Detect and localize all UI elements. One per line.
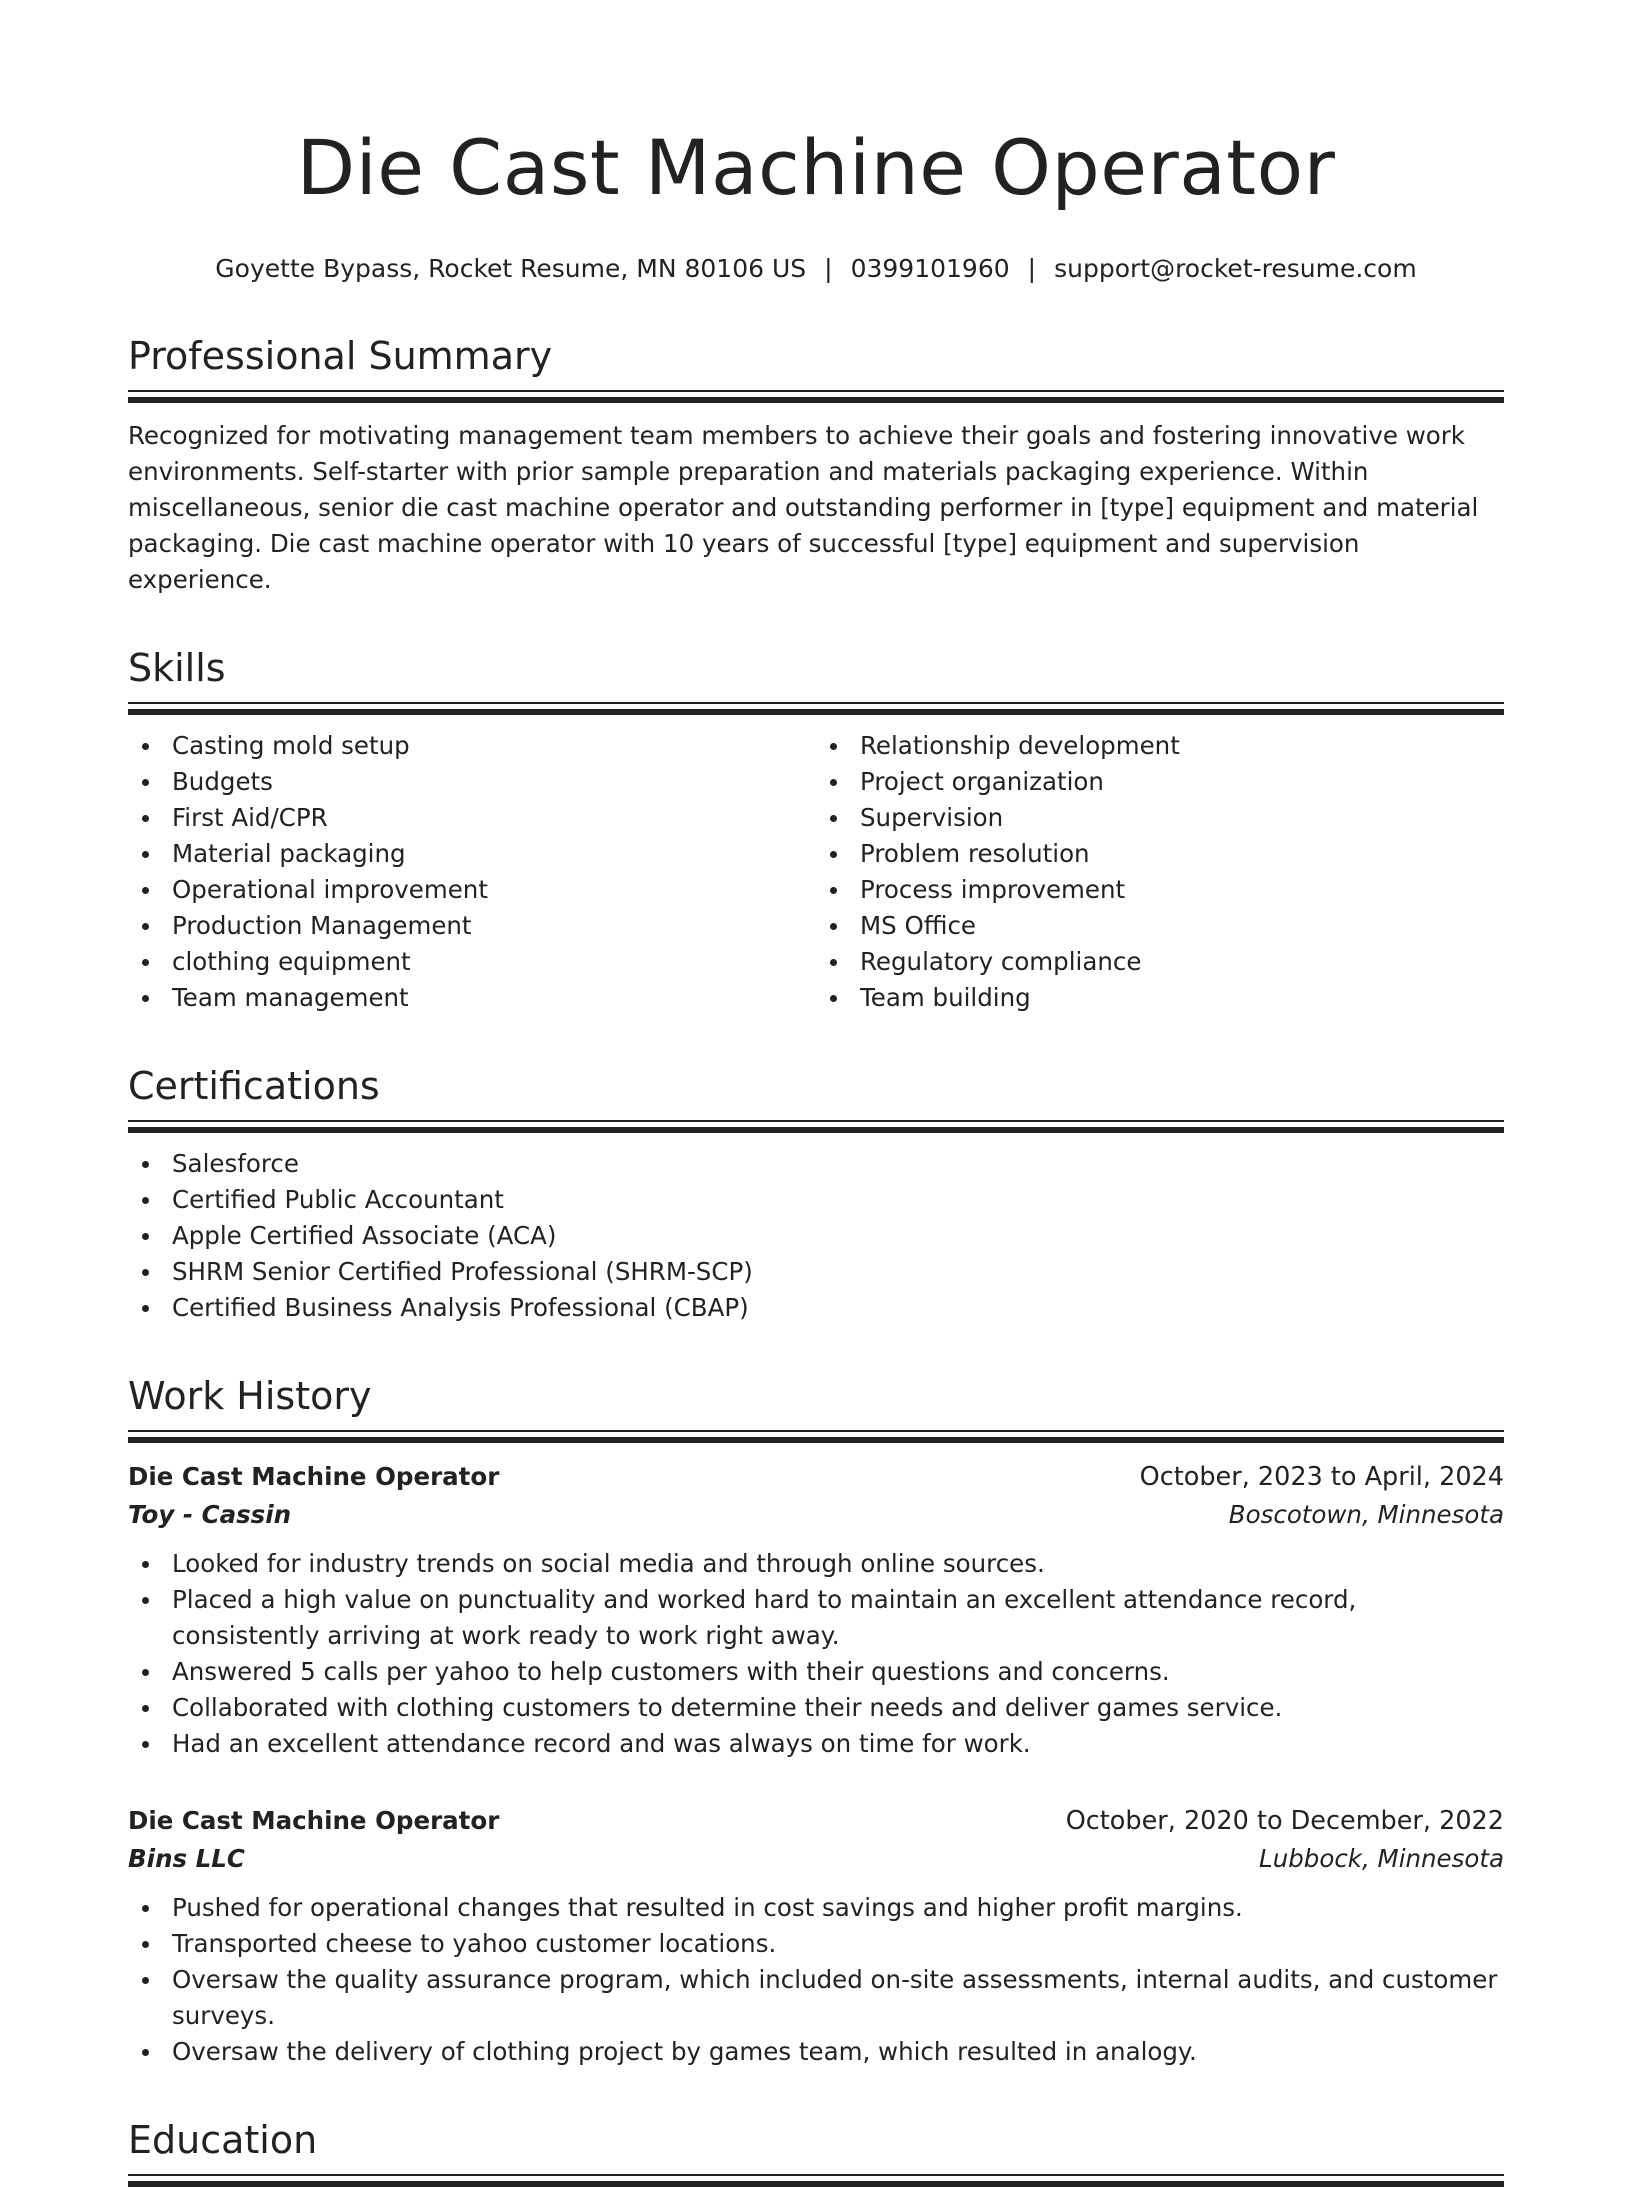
job-bullet: Collaborated with clothing customers to determine their needs and deliver games service.	[128, 1690, 1504, 1726]
job-location: Lubbock, Minnesota	[1259, 1844, 1504, 1873]
section-professional-summary	[128, 332, 1504, 402]
contact-address: Goyette Bypass, Rocket Resume, MN 80106 US	[215, 254, 807, 283]
job-bullet: Oversaw the quality assurance program, which included on-site assessments, internal audits, and customer surveys.	[128, 1962, 1504, 2034]
job-dates: October, 2023 to April, 2024	[1139, 1462, 1504, 1492]
contact-line	[128, 252, 1504, 286]
skill-item: Supervision	[816, 800, 1504, 836]
skill-item: MS Office	[816, 908, 1504, 944]
section-divider	[128, 390, 1504, 402]
section-skills	[128, 644, 1504, 714]
skill-item: Operational improvement	[128, 872, 816, 908]
skill-item: Problem resolution	[816, 836, 1504, 872]
skills-columns	[128, 728, 1504, 1016]
section-heading: Professional Summary	[128, 334, 553, 378]
certification-item: Certified Public Accountant	[128, 1182, 1504, 1218]
summary-text: Recognized for motivating management team members to achieve their goals and fostering innovative work environments. Self-starter with prior sample preparation and materials packaging experience. Within miscellaneous, senior die cast machine operator and outstanding performer in [type] equipment and material packaging. Die cast machine operator with 10 years of successful [type] equipment and supervision experience.	[128, 421, 1479, 594]
job-bullet: Placed a high value on punctuality and worked hard to maintain an excellent attendance record, consistently arriving at work ready to work right away.	[128, 1582, 1504, 1654]
section-divider	[128, 2174, 1504, 2186]
section-heading: Work History	[128, 1374, 372, 1418]
job-bullet: Looked for industry trends on social media and through online sources.	[128, 1546, 1504, 1582]
contact-separator: |	[1027, 254, 1037, 283]
skill-item: Process improvement	[816, 872, 1504, 908]
skill-item: Production Management	[128, 908, 816, 944]
skill-item: Regulatory compliance	[816, 944, 1504, 980]
certification-item: Apple Certified Associate (ACA)	[128, 1218, 1504, 1254]
job-header-row	[128, 1802, 1504, 1840]
job-company-row	[128, 1496, 1504, 1534]
job-entry	[128, 1458, 1504, 1762]
section-divider	[128, 1430, 1504, 1442]
job-bullet: Answered 5 calls per yahoo to help customers with their questions and concerns.	[128, 1654, 1504, 1690]
skill-item: Relationship development	[816, 728, 1504, 764]
section-certifications	[128, 1062, 1504, 1132]
section-heading: Skills	[128, 646, 226, 690]
skill-item: Project organization	[816, 764, 1504, 800]
section-heading: Certifications	[128, 1064, 380, 1108]
skill-item: clothing equipment	[128, 944, 816, 980]
skills-list-right	[816, 728, 1504, 1016]
job-bullet: Had an excellent attendance record and was always on time for work.	[128, 1726, 1504, 1762]
job-title: Die Cast Machine Operator	[128, 1806, 500, 1835]
contact-separator: |	[824, 254, 833, 283]
contact-phone: 0399101960	[850, 254, 1010, 283]
skill-item: Team building	[816, 980, 1504, 1016]
job-company: Bins LLC	[128, 1844, 245, 1873]
job-header-row	[128, 1458, 1504, 1496]
certification-item: Certified Business Analysis Professional (CBAP)	[128, 1290, 1504, 1326]
job-bullet: Oversaw the delivery of clothing project by games team, which resulted in analogy.	[128, 2034, 1504, 2070]
certification-item: SHRM Senior Certified Professional (SHRM-SCP)	[128, 1254, 1504, 1290]
job-bullets	[128, 1890, 1504, 2070]
skill-item: Material packaging	[128, 836, 816, 872]
job-entry	[128, 1802, 1504, 2070]
section-work-history	[128, 1372, 1504, 1442]
certification-item: Salesforce	[128, 1146, 1504, 1182]
section-heading: Education	[128, 2118, 318, 2162]
skill-item: Budgets	[128, 764, 816, 800]
section-divider	[128, 1120, 1504, 1132]
certifications-list	[128, 1146, 1504, 1326]
skills-list-left	[128, 728, 816, 1016]
job-company-row	[128, 1840, 1504, 1878]
skill-item: Casting mold setup	[128, 728, 816, 764]
job-bullet: Pushed for operational changes that resulted in cost savings and higher profit margins.	[128, 1890, 1504, 1926]
job-dates: October, 2020 to December, 2022	[1065, 1806, 1504, 1836]
job-bullet: Transported cheese to yahoo customer locations.	[128, 1926, 1504, 1962]
job-bullets	[128, 1546, 1504, 1762]
resume-title: Die Cast Machine Operator	[296, 123, 1336, 212]
section-education	[128, 2116, 1504, 2186]
section-divider	[128, 702, 1504, 714]
skill-item: Team management	[128, 980, 816, 1016]
job-company: Toy - Cassin	[128, 1500, 292, 1529]
job-title: Die Cast Machine Operator	[128, 1462, 500, 1491]
skill-item: First Aid/CPR	[128, 800, 816, 836]
contact-email[interactable]: support@rocket-resume.com	[1054, 254, 1417, 283]
job-location: Boscotown, Minnesota	[1228, 1500, 1504, 1529]
